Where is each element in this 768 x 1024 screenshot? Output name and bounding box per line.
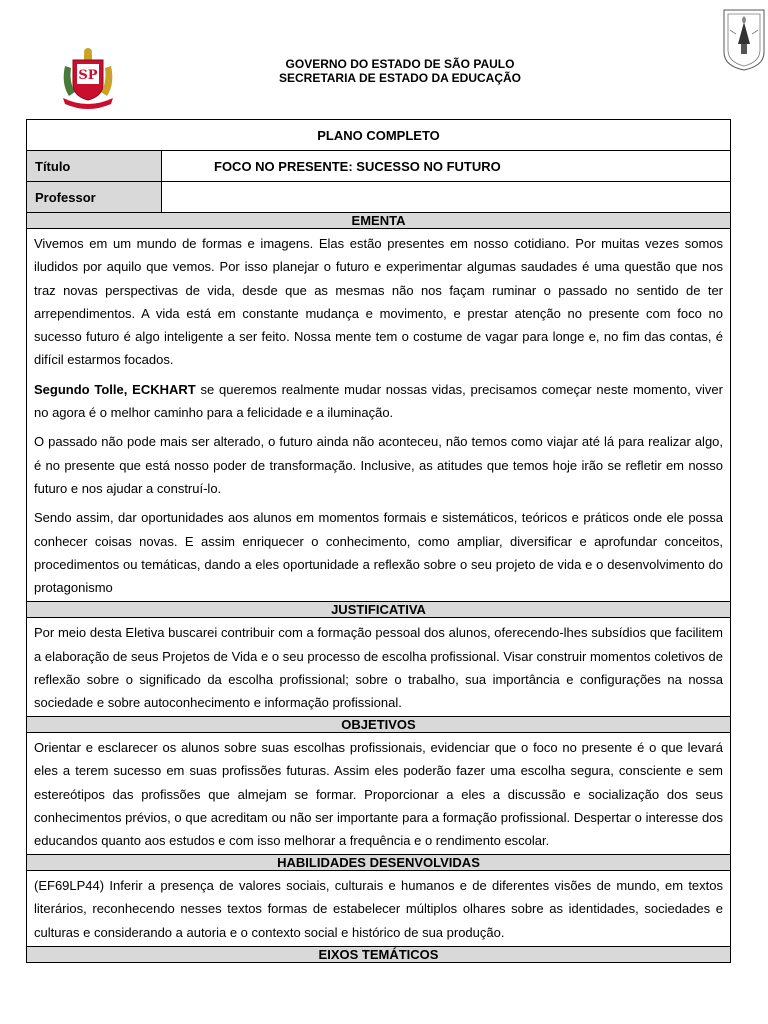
titulo-label: Título [27,151,162,182]
objetivos-body [27,733,731,855]
justificativa-text: Por meio desta Eletiva buscarei contribuir com a formação pessoal dos alunos, oferecendo-lhes subsídios que facilitem a elaboração de seus Projetos de Vida e o seu processo de escolha profissional. Visar construir momentos coletivos de reflexão sobre o significado da escolha profissional; sobre o trabalho, sua importância e configurações na nossa sociedade e sobre autoconhecimento e informação profissional. [34,625,724,711]
objetivos-heading: OBJETIVOS [27,717,731,733]
plan-table [26,119,731,963]
government-line: GOVERNO DO ESTADO DE SÃO PAULO [285,57,515,71]
titulo-row [27,151,731,182]
habilidades-body [27,871,731,947]
professor-row [27,182,731,213]
eixos-heading: EIXOS TEMÁTICOS [27,946,731,962]
ementa-paragraph-1: Vivemos em um mundo de formas e imagens. Elas estão presentes em nosso cotidiano. Por muitas vezes somos iludidos por aquilo que vemos. Por isso planejar o futuro e experimentar algumas saudades é uma questão que nos traz novas perspectivas de vida, desde que as mesmas não nos façam ruminar o passado no sentido de ter arrependimentos. A vida está em constante mudança e movimento, e prestar atenção no presente com foco no sucesso futuro é algo inteligente a ser feito. Nossa mente tem o costume de vagar para longe e, no fim das contas, é difícil estarmos focados. [34,236,724,368]
professor-label: Professor [27,182,162,213]
ementa-body [27,229,731,602]
justificativa-body [27,618,731,717]
plan-title-row [27,120,731,151]
ementa-author: Segundo Tolle, ECKHART [34,381,196,397]
habilidades-heading: HABILIDADES DESENVOLVIDAS [27,855,731,871]
school-emblem-icon [720,0,768,72]
ementa-heading: EMENTA [27,213,731,229]
ementa-paragraph-4: Sendo assim, dar oportunidades aos alunos em momentos formais e sistemáticos, teóricos e práticos onde ele possa conhecer coisas novas. E assim enriquecer o conhecimento, como ampliar, diversificar e aprofundar conceitos, procedimentos ou temáticas, dando a eles oportunidade a reflexão sobre o seu projeto de vida e o desenvolvimento do protagonismo [34,510,724,596]
ementa-paragraph-2 [34,378,723,425]
government-header [200,57,600,85]
secretariat-line: SECRETARIA DE ESTADO DA EDUCAÇÃO [278,71,521,85]
habilidades-text: (EF69LP44) Inferir a presença de valores sociais, culturais e humanos e de diferentes visões de mundo, em textos literários, reconhecendo nesses textos formas de estabelecer múltiplos olhares sobre as identidades, sociedades e culturas e considerando a autoria e o contexto social e histórico de sua produção. [34,878,724,940]
titulo-value: FOCO NO PRESENTE: SUCESSO NO FUTURO [162,151,731,182]
objetivos-text: Orientar e esclarecer os alunos sobre suas escolhas profissionais, evidenciar que o foco no presente é o que levará eles a terem sucesso em suas profissões futuras. Assim eles poderão fazer uma escolha segura, consciente e sem estereótipos das profissões que almejam se formar. Proporcionar a eles a discussão e socialização dos seus conhecimentos prévios, o que acreditam ou não ser importante para a formação profissional. Despertar o interesse dos educandos quanto aos estudos e com isso melhorar a frequência e o rendimento escolar. [34,740,724,849]
professor-value [162,182,731,213]
ementa-paragraph-3: O passado não pode mais ser alterado, o futuro ainda não aconteceu, não temos como viajar até lá para realizar algo, é no presente que está nosso poder de transformação. Inclusive, as atitudes que temos hoje irão se refletir em nosso futuro e nos ajudar a construí-lo. [34,434,724,496]
ementa-paragraph-2-text: se queremos realmente mudar nossas vidas, precisamos começar neste momento, viver no agora é o melhor caminho para a felicidade e a iluminação. [34,381,723,421]
justificativa-heading: JUSTIFICATIVA [27,602,731,618]
svg-text:SP: SP [78,68,98,83]
sao-paulo-coat-of-arms-icon [55,44,121,110]
plan-title: PLANO COMPLETO [27,120,731,151]
